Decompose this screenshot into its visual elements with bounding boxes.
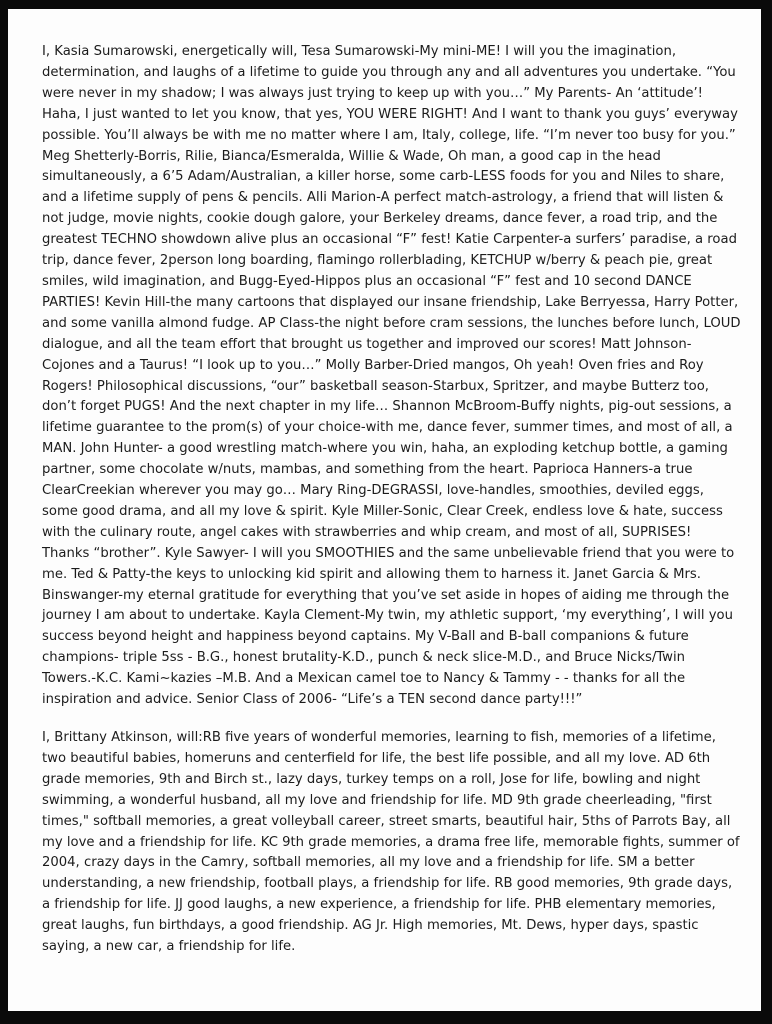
page-sheet xyxy=(8,9,761,1011)
will-paragraph-kasia-sumarowski: I, Kasia Sumarowski, energetically will, Tesa Sumarowski-My mini-ME! I will you the imagination, determination, and laughs of a lifetime to guide you through any and all adventures you undertake. “You were never in my shadow; I was always just trying to keep up with you…” My Parents- An ‘attitude’! Haha, I just wanted to let you know, that yes, YOU WERE RIGHT! And I want to thank you guys’ everyway possible. You’ll always be with me no matter where I am, Italy, college, life. “I’m never too busy for you.” Meg Shetterly-Borris, Rilie, Bianca/Esmeralda, Willie & Wade, Oh man, a good cap in the head simultaneously, a 6’5 Adam/Australian, a killer horse, some carb-LESS foods for you and Niles to share, and a lifetime supply of pens & pencils. Alli Marion-A perfect match-astrology, a friend that will listen & not judge, movie nights, cookie dough galore, your Berkeley dreams, dance fever, a road trip, and the greatest TECHNO showdown alive plus an occasional “F” fest! Katie Carpenter-a surfers’ paradise, a road trip, dance fever, 2person long boarding, flamingo rollerblading, KETCHUP w/berry & peach pie, great smiles, wild imagination, and Bugg-Eyed-Hippos plus an occasional “F” fest and 10 second DANCE PARTIES! Kevin Hill-the many cartoons that displayed our insane friendship, Lake Berryessa, Harry Potter, and some vanilla almond fudge. AP Class-the night before cram sessions, the lunches before lunch, LOUD dialogue, and all the team effort that brought us together and improved our scores! Matt Johnson-Cojones and a Taurus! “I look up to you…” Molly Barber-Dried mangos, Oh yeah! Oven fries and Roy Rogers! Philosophical discussions, “our” basketball season-Starbux, Spritzer, and maybe Butterz too, don’t forget PUGS! And the next chapter in my life… Shannon McBroom-Buffy nights, pig-out sessions, a lifetime guarantee to the prom(s) of your choice-with me, dance fever, summer times, and most of all, a MAN. John Hunter- a good wrestling match-where you win, haha, an exploding ketchup bottle, a gaming partner, some chocolate w/nuts, mambas, and something from the heart. Paprioca Hanners-a true ClearCreekian wherever you may go… Mary Ring-DEGRASSI, love-handles, smoothies, deviled eggs, some good drama, and all my love & spirit. Kyle Miller-Sonic, Clear Creek, endless love & hate, success with the culinary route, angel cakes with strawberries and whip cream, and most of all, SUPRISES! Thanks “brother”. Kyle Sawyer- I will you SMOOTHIES and the same unbelievable friend that you were to me. Ted & Patty-the keys to unlocking kid spirit and allowing them to harness it. Janet Garcia & Mrs. Binswanger-my eternal gratitude for everything that you’ve set aside in hopes of aiding me through the journey I am about to undertake. Kayla Clement-My twin, my athletic support, ‘my everything’, I will you success beyond height and happiness beyond captains. My V-Ball and B-ball companions & future champions- triple 5ss - B.G., honest brutality-K.D., punch & neck slice-M.D., and Bruce Nicks/Twin Towers.-K.C. Kami~kazies –M.B. And a Mexican camel toe to Nancy & Tammy - - thanks for all the inspiration and advice. Senior Class of 2006- “Life’s a TEN second dance party!!!” xyxy=(42,44,741,708)
will-paragraph-brittany-atkinson: I, Brittany Atkinson, will:RB five years of wonderful memories, learning to fish, memories of a lifetime, two beautiful babies, homeruns and centerfield for life, the best life possible, and all my love. AD 6th grade memories, 9th and Birch st., lazy days, turkey temps on a roll, Jose for life, bowling and night swimming, a wonderful husband, all my love and friendship for life. MD 9th grade cheerleading, "first times," softball memories, a great volleyball career, street smarts, beautiful hair, 5ths of Parrots Bay, all my love and a friendship for life. KC 9th grade memories, a drama free life, memorable fights, summer of 2004, crazy days in the Camry, softball memories, all my love and a friendship for life. SM a better understanding, a new friendship, football plays, a friendship for life. RB good memories, 9th grade days, a friendship for life. JJ good laughs, a new experience, a friendship for life. PHB elementary memories, great laughs, fun birthdays, a good friendship. AG Jr. High memories, Mt. Dews, hyper days, spastic saying, a new car, a friendship for life. xyxy=(42,730,740,955)
will-text-body xyxy=(42,42,742,958)
